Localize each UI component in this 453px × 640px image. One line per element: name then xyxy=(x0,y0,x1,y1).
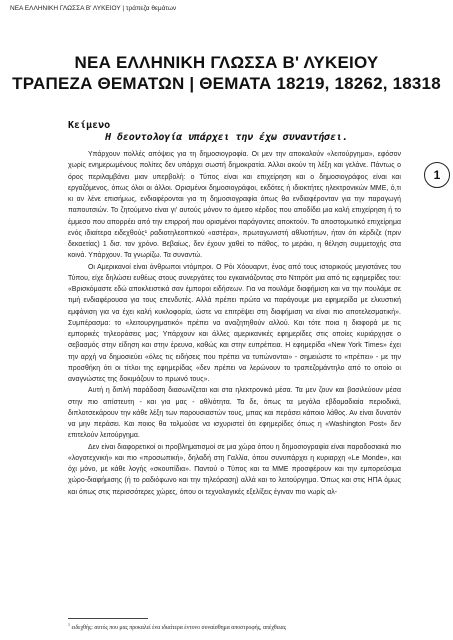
footnote-divider xyxy=(68,618,148,619)
document-subtitle: ΤΡΑΠΕΖΑ ΘΕΜΑΤΩΝ | ΘΕΜΑΤΑ 18219, 18262, 18318 xyxy=(12,74,441,93)
footnote-text: ειδεχθής: αυτός που μας προκαλεί ένα ιδιαίτερα έντονο συναίσθημα αποστροφής, απέχθειας xyxy=(71,624,287,631)
paragraph: Οι Αμερικανοί είναι άνθρωποι ντόμπροι. Ο Ρόι Χόουαρντ, ένας από τους ιστορικούς μεγιστάνες του Τύπου, είχε δηλώσει ευθέως στους συνεργάτες του εγκαινιάζοντας στο Ντιτρόιτ μια από τις εφημερίδες του: «Βρισκόμαστε εδώ αποκλειστικά σαν έμποροι ειδήσεων. Για να πουλάμε διαφήμιση και να την πουλάμε σε τιμή ενδιαφέρουσα για τους επενδυτές. Αλλά πρέπει πρώτα να παράγουμε μια εφημερίδα με ελκυστική εμφάνιση για να έχει καλή κυκλοφορία, ώστε να επιτρέψει στη διαφήμιση να είναι πιο αποτελεσματική». Συμπέρασμα: το «λειτουργηματικό» πρέπει να αναζητηθούν αλλού. Και τότε ποια η διαφορά με τις εμπορικές τηλεοράσεις μας; Υπάρχουν και άλλες αμερικανικές εφημερίδες στις οποίες κυριάρχησε ο σεβασμός στην είδηση και στην έρευνα, καθώς και στην ευπρέπεια. Η εφημερίδα «New York Times» έχει την αρχή να δημοσιεύει «όλες τις ειδήσεις που πρέπει να τυπώνονται» - σημειώστε το «πρέπει» - με την προσθήκη ότι οι τίτλοι της εφημερίδας «δεν πρέπει να λερώνουν το τραπεζομάντηλο από το οποίο οι αναγνώστες της δοκιμάζουν το πρωινό τους». xyxy=(68,263,401,383)
page-number-badge: 1 xyxy=(424,162,450,188)
section-label: Κείμενο xyxy=(68,120,111,131)
footnote xyxy=(68,621,408,632)
text-title: Η δεοντολογία υπάρχει την έχω συναντήσει. xyxy=(105,132,348,143)
paragraph: Υπάρχουν πολλές απόψεις για τη δημοσιογραφία. Οι μεν την αποκαλούν «λειτούργημα», εφόσον χωρίς ενημερωμένους πολίτες δεν υπάρχει σωστή δημοκρατία. Άλλοι ακούν τη λέξη και γελάνε. Πάντως ο όρος περιλαμβάνει μιαν υπερβολή: ο Τύπος είναι και επιχείρηση και ο δημοσιογράφος είναι και εργαζόμενος, όπως όλοι οι άλλοι. Ορισμένοι δημοσιογράφοι, εκδότες ή ιδιοκτήτες ηλεκτρονικών ΜΜΕ, ό,τι κι αν λένε επισήμως, ενδιαφέρονται για τη δημοσιογραφία όπως θα ενδιαφέρονταν για την παραγωγή παπουτσιών. Το ζητούμενο είναι γι' αυτούς μόνον το άμεσο κέρδος που αποδίδει μια καλή επιχείρηση ή το έμμεσο που απορρέει από την επιρροή που ορισμένοι παράγοντες αποκτούν. Το αποστομωτικό επιχείρημα ενός ιδιαίτερα ειδεχθούς¹ ραδιοτηλεοπτικού «αστέρα», πρωταγωνιστή αθλιοτήτων, ήταν ότι κέρδιζε (πριν δεκαετίας) 1 δισ. τον χρόνο. Βεβαίως, δεν έχουν χαθεί το πάθος, το μεράκι, η θέληση συμμετοχής στα κοινά. Υπάρχουν. Τα γνωρίζω. Τα συναντώ. xyxy=(68,151,401,260)
footnote-marker: 1 xyxy=(68,622,70,627)
text-body xyxy=(68,149,401,498)
running-head: ΝΕΑ ΕΛΛΗΝΙΚΗ ΓΛΩΣΣΑ Β' ΛΥΚΕΙΟΥ | τράπεζα θεμάτων xyxy=(10,5,177,12)
document-title: ΝΕΑ ΕΛΛΗΝΙΚΗ ΓΛΩΣΣΑ Β' ΛΥΚΕΙΟΥ xyxy=(74,53,379,72)
paragraph: Αυτή η διπλή παράδοση διασωνίζεται και στα ηλεκτρονικά μέσα. Τα μεν ζουν και βασιλεύουν μέσα στην πιο απίστευτη - και για μας - αθλιότητα. Τα δε, όπως τα μεγάλα εβδομαδιαία περιοδικά, διπλοτσεκάρουν την κάθε λέξη των παρουσιαστών τους, μπας και περάσει κάποιο λάθος. Αν είναι δυνατόν να μην περάσει. Και ποιος θα τολμούσε να ισχυριστεί ότι εφημερίδες όπως η «Washington Post» δεν επιτελούν λειτούργημα. xyxy=(68,387,401,440)
paragraph: Δεν είναι διαφορετικοί οι προβληματισμοί σε μια χώρα όπου η δημοσιογραφία είναι παραδοσιακά πιο «λογοτεχνική» και πιο «προσωπική», δηλαδή στη Γαλλία, όπου συνυπάρχει η κυριαρχη «Le Monde», και όχι μόνο, με κάθε λογής «σκουπίδια». Παντού ο Τύπος και τα ΜΜΕ προσφέρουν και την εμπορεύσιμα χώρο-διαφήμισης (ή το ραδιόφωνο και την τηλεόραση) αλλά και το λειτούργημα. Όπως και στις ΗΠΑ όμως και όπως στις περισσότερες χώρες, όπου οι τεχνολογικές εξελίξεις έγιναν πιο νωρίς αλ- xyxy=(68,443,401,496)
